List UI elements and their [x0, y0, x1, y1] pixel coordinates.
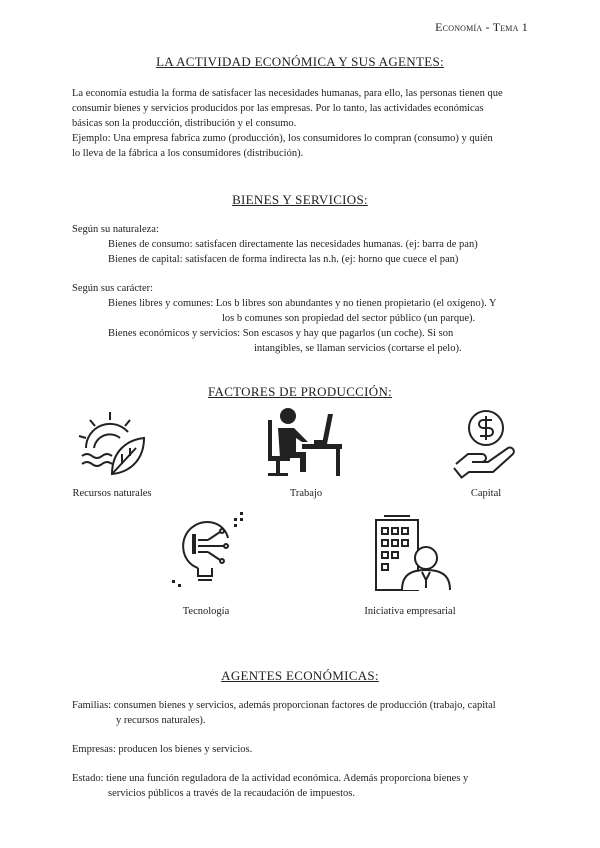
factor-label-recursos: Recursos naturales	[72, 488, 152, 499]
section-title-actividad: LA ACTIVIDAD ECONÓMICA Y SUS AGENTES:	[156, 54, 444, 69]
intro-line: lo lleva de la fábrica a los consumidores (distribución).	[72, 148, 304, 159]
agente-line: Familias: consumen bienes y servicios, además proporcionan factores de producción (trabajo, capital	[72, 700, 496, 711]
worker-icon	[264, 406, 346, 480]
list-item-continuation: intangibles, se llaman servicios (cortarse el pelo).	[254, 343, 462, 354]
naturaleza-label: Según su naturaleza:	[72, 224, 159, 235]
agente-line-continuation: y recursos naturales).	[116, 715, 206, 726]
factor-label-iniciativa: Iniciativa empresarial	[364, 606, 456, 617]
intro-line: Ejemplo: Una empresa fabrica zumo (producción), los consumidores lo compran (consumo) y quién	[72, 133, 493, 144]
nature-icon	[76, 408, 148, 480]
naturaleza-list	[108, 237, 538, 267]
intro-line: básicas son la producción, distribución y el consumo.	[72, 118, 297, 129]
list-item: Bienes económicos y servicios: Son escasos y hay que pagarlos (un coche). Si son	[108, 328, 454, 339]
intro-paragraph	[72, 86, 532, 161]
caracter-label: Según sus carácter:	[72, 283, 154, 294]
list-item: Bienes libres y comunes: Los b libres son abundantes y no tienen propietario (el oxígeno). Y	[108, 298, 497, 309]
document-header: Economía - Tema 1	[435, 20, 528, 34]
list-item: Bienes de consumo: satisfacen directamente las necesidades humanas. (ej: barra de pan)	[108, 239, 478, 250]
section-title-factores: FACTORES DE PRODUCCIÓN:	[207, 384, 393, 399]
intro-line: consumir bienes y servicios producidos por las empresas. Por lo tanto, las actividades económicas	[72, 103, 484, 114]
list-item: Bienes de capital: satisfacen de forma indirecta las n.h. (ej: horno que cuece el pan)	[108, 254, 459, 265]
agente-familias	[72, 698, 532, 728]
caracter-list	[108, 296, 538, 356]
section-title-bienes: BIENES Y SERVICIOS:	[232, 192, 368, 207]
agente-empresas: Empresas: producen los bienes y servicios.	[72, 744, 253, 755]
intro-line: La economía estudia la forma de satisfacer las necesidades humanas, para ello, las personas tienen que	[72, 88, 503, 99]
factor-label-capital: Capital	[470, 488, 502, 499]
agente-line-continuation: servicios públicos a través de la recaudación de impuestos.	[108, 788, 355, 799]
factor-label-trabajo: Trabajo	[289, 488, 323, 499]
factor-label-tecnologia: Tecnología	[182, 606, 230, 617]
capital-icon	[452, 408, 520, 480]
technology-icon	[168, 510, 248, 590]
section-title-agentes: AGENTES ECONÓMICAS:	[221, 668, 379, 683]
agente-line: Estado: tiene una función reguladora de la actividad económica. Además proporciona bienes y	[72, 773, 469, 784]
agente-estado	[72, 771, 532, 801]
list-item-continuation: los b comunes son propiedad del sector público (un parque).	[222, 313, 476, 324]
entrepreneur-icon	[370, 514, 452, 592]
